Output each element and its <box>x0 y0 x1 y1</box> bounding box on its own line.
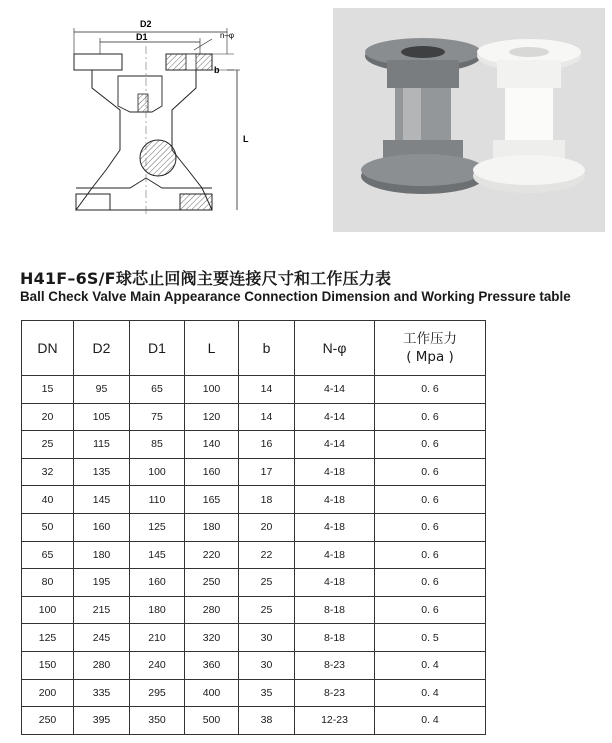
cell-l: 120 <box>185 403 239 431</box>
table-row <box>22 486 486 514</box>
cell-dn: 25 <box>22 431 74 459</box>
label-l: L <box>243 134 249 144</box>
cell-dn: 250 <box>22 707 74 735</box>
cell-n-phi: 8-18 <box>295 596 375 624</box>
table-row <box>22 679 486 707</box>
label-d2: D2 <box>140 19 152 29</box>
cell-n-phi: 4-18 <box>295 458 375 486</box>
table-row <box>22 541 486 569</box>
header-pressure-line2: ( Mpa ) <box>406 349 454 365</box>
cell-d1: 180 <box>130 596 185 624</box>
cell-d2: 95 <box>74 376 130 404</box>
cell-b: 38 <box>239 707 295 735</box>
cell-dn: 50 <box>22 513 74 541</box>
page-title-chinese: H41F–6S/F球芯止回阀主要连接尺寸和工作压力表 <box>20 269 392 288</box>
cell-dn: 15 <box>22 376 74 404</box>
header-dn: DN <box>22 321 74 376</box>
cell-d2: 115 <box>74 431 130 459</box>
cell-l: 500 <box>185 707 239 735</box>
cell-pressure: 0. 5 <box>375 624 486 652</box>
cell-l: 400 <box>185 679 239 707</box>
cell-l: 320 <box>185 624 239 652</box>
cell-l: 140 <box>185 431 239 459</box>
page-title-english: Ball Check Valve Main Appearance Connection Dimension and Working Pressure table <box>20 289 571 304</box>
cell-dn: 20 <box>22 403 74 431</box>
cell-d2: 180 <box>74 541 130 569</box>
header-n-phi: N-φ <box>295 321 375 376</box>
cell-pressure: 0. 6 <box>375 541 486 569</box>
table-row <box>22 569 486 597</box>
cell-d2: 135 <box>74 458 130 486</box>
cell-d1: 295 <box>130 679 185 707</box>
cell-b: 18 <box>239 486 295 514</box>
label-b: b <box>214 65 220 75</box>
label-d1: D1 <box>136 32 148 42</box>
cell-d1: 65 <box>130 376 185 404</box>
header-pressure-line1: 工作压力 <box>403 331 457 347</box>
cell-b: 17 <box>239 458 295 486</box>
cell-b: 25 <box>239 596 295 624</box>
cell-l: 280 <box>185 596 239 624</box>
cell-n-phi: 4-18 <box>295 569 375 597</box>
cell-dn: 32 <box>22 458 74 486</box>
cell-n-phi: 8-23 <box>295 679 375 707</box>
cell-d2: 105 <box>74 403 130 431</box>
cell-pressure: 0. 6 <box>375 486 486 514</box>
header-b: b <box>239 321 295 376</box>
cell-dn: 150 <box>22 651 74 679</box>
cell-d1: 145 <box>130 541 185 569</box>
cell-pressure: 0. 4 <box>375 651 486 679</box>
cell-d2: 160 <box>74 513 130 541</box>
cell-d2: 195 <box>74 569 130 597</box>
valve-product-photo <box>333 8 605 232</box>
cell-d1: 85 <box>130 431 185 459</box>
cell-dn: 100 <box>22 596 74 624</box>
cell-pressure: 0. 4 <box>375 707 486 735</box>
cell-n-phi: 4-14 <box>295 376 375 404</box>
table-row <box>22 624 486 652</box>
table-body <box>22 376 486 735</box>
cell-dn: 40 <box>22 486 74 514</box>
cell-d1: 110 <box>130 486 185 514</box>
table-row <box>22 376 486 404</box>
cell-b: 35 <box>239 679 295 707</box>
cell-pressure: 0. 6 <box>375 596 486 624</box>
cell-b: 25 <box>239 569 295 597</box>
table-row <box>22 651 486 679</box>
cell-dn: 80 <box>22 569 74 597</box>
cell-n-phi: 4-18 <box>295 486 375 514</box>
cell-d2: 335 <box>74 679 130 707</box>
cell-n-phi: 12-23 <box>295 707 375 735</box>
cell-b: 14 <box>239 403 295 431</box>
cell-b: 22 <box>239 541 295 569</box>
cell-l: 250 <box>185 569 239 597</box>
cell-b: 16 <box>239 431 295 459</box>
cell-d1: 75 <box>130 403 185 431</box>
cell-dn: 65 <box>22 541 74 569</box>
cell-dn: 200 <box>22 679 74 707</box>
cell-dn: 125 <box>22 624 74 652</box>
cell-pressure: 0. 6 <box>375 431 486 459</box>
cell-l: 160 <box>185 458 239 486</box>
cell-d2: 145 <box>74 486 130 514</box>
cell-d2: 280 <box>74 651 130 679</box>
cell-pressure: 0. 6 <box>375 376 486 404</box>
cell-n-phi: 8-23 <box>295 651 375 679</box>
cell-b: 30 <box>239 651 295 679</box>
table-row <box>22 707 486 735</box>
table-row <box>22 596 486 624</box>
header-working-pressure <box>375 321 486 376</box>
table-row <box>22 458 486 486</box>
cell-b: 14 <box>239 376 295 404</box>
cell-d1: 240 <box>130 651 185 679</box>
dimension-table <box>21 320 486 735</box>
label-n-phi: n–φ <box>220 31 235 40</box>
cell-d1: 350 <box>130 707 185 735</box>
cell-pressure: 0. 4 <box>375 679 486 707</box>
cell-pressure: 0. 6 <box>375 569 486 597</box>
cell-pressure: 0. 6 <box>375 513 486 541</box>
cell-l: 180 <box>185 513 239 541</box>
table-row <box>22 403 486 431</box>
table-row <box>22 513 486 541</box>
cell-b: 20 <box>239 513 295 541</box>
cell-n-phi: 4-14 <box>295 403 375 431</box>
cell-d2: 395 <box>74 707 130 735</box>
header-d1: D1 <box>130 321 185 376</box>
cell-n-phi: 4-18 <box>295 513 375 541</box>
cell-l: 360 <box>185 651 239 679</box>
cell-n-phi: 4-14 <box>295 431 375 459</box>
valve-section-drawing <box>12 10 282 222</box>
cell-l: 165 <box>185 486 239 514</box>
cell-pressure: 0. 6 <box>375 458 486 486</box>
cell-l: 100 <box>185 376 239 404</box>
cell-d1: 100 <box>130 458 185 486</box>
cell-d2: 215 <box>74 596 130 624</box>
cell-l: 220 <box>185 541 239 569</box>
cell-d1: 160 <box>130 569 185 597</box>
cell-d1: 125 <box>130 513 185 541</box>
cell-n-phi: 8-18 <box>295 624 375 652</box>
cell-pressure: 0. 6 <box>375 403 486 431</box>
table-header-row <box>22 321 486 376</box>
header-d2: D2 <box>74 321 130 376</box>
cell-d1: 210 <box>130 624 185 652</box>
header-l: L <box>185 321 239 376</box>
cell-b: 30 <box>239 624 295 652</box>
cell-d2: 245 <box>74 624 130 652</box>
table-row <box>22 431 486 459</box>
cell-n-phi: 4-18 <box>295 541 375 569</box>
